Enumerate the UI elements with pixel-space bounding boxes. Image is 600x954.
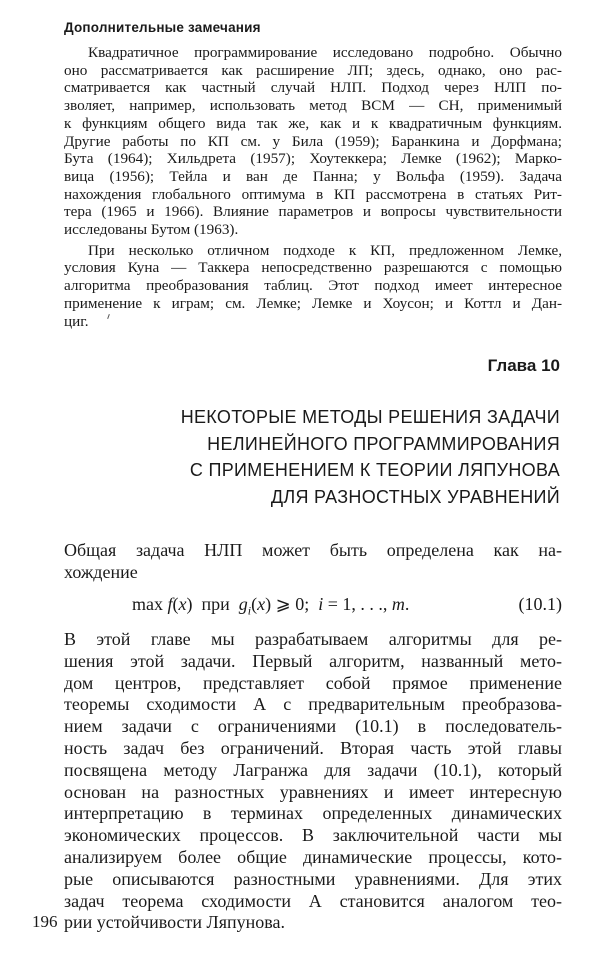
notes-line: применение к играм; см. Лемке; Лемке и Хоусон; и Коттл и Дан- [64,294,562,312]
paragraph-line: теоремы сходимости А с предварительным преобразова- [64,694,562,715]
chapter-title-line: НЕЛИНЕЙНОГО ПРОГРАММИРОВАНИЯ [207,433,560,454]
chapter-title-line: НЕКОТОРЫЕ МЕТОДЫ РЕШЕНИЯ ЗАДАЧИ [180,407,560,427]
notes-line: При несколько отличном подходе к КП, предложенном Лемке, [88,241,562,259]
notes-line: условия Куна — Таккера непосредственно разрешаются с помощью [64,259,562,277]
notes-line: циг. [64,312,89,330]
chapter-title-line: ДЛЯ РАЗНОСТНЫХ УРАВНЕНИЙ [270,486,560,507]
paragraph-line: ность задач без ограничений. Вторая часть этой главы [64,737,562,758]
notes-line: сматривается как частный случай НЛП. Подход через НЛП по- [64,79,562,97]
notes-line: Другие работы по КП см. у Била (1959); Баранкина и Дорфмана; [64,132,562,150]
notes-line: исследованы Бутом (1963). [64,221,239,239]
notes-heading: Дополнительные замечания [64,20,261,35]
notes-line: к функциям общего вида так же, как и к квадратичным функциям. [64,114,562,132]
paragraph-line: рые описываются разностными уравнениями. Для этих [64,868,562,889]
notes-line: алгоритма преобразования таблиц. Этот подход имеет интересное [64,277,562,295]
notes-line: Бута (1964); Хильдрета (1957); Хоутеккера; Лемке (1962); Марко- [64,150,562,168]
main-paragraph [64,629,562,934]
paragraph-line: рии устойчивости Ляпунова. [64,912,286,933]
intro-text [64,540,562,584]
paragraph-line: В этой главе мы разрабатываем алгоритмы для ре- [64,629,562,649]
paragraph-line: шения этой задачи. Первый алгоритм, названный мето- [64,650,562,671]
chapter-title-line: С ПРИМЕНЕНИЕМ К ТЕОРИИ ЛЯПУНОВА [189,460,560,480]
paragraph-line: посвящена методу Лагранжа для задачи (10.1), который [64,759,562,780]
notes-paragraph-2-lines [64,242,562,331]
formula-10-1 [64,594,562,620]
notes-line: нахождения глобального оптимума в КП рассмотрена в статьях Рит- [64,185,562,203]
notes-line: тера (1965 и 1966). Влияние параметров и вопросы чувствительности [64,203,562,221]
paragraph-line: интерпретацию в терминах определенных динамических [64,803,562,824]
chapter-label: Глава 10 [487,356,560,375]
intro-line: Общая задача НЛП может быть определена как на- [64,540,562,560]
formula-expression: max f(x) при $g_i(x)$ ⩾ 0; i = 1, . . ., m. [132,594,410,618]
paragraph-line: анализируем более общие динамические процессы, кото- [64,846,562,867]
page-number: 196 [32,912,58,931]
notes-line: вица (1956); Тейла и ван де Панна; у Вольфа (1959). Задача [64,167,562,185]
notes-section [64,44,562,330]
paragraph-line: экономических процессов. В заключительной части мы [64,825,562,846]
notes-line: зволяет, например, использовать метод ВСМ — СН, применимый [64,97,562,115]
paragraph-line: дом центров, представляет собой прямое применение [64,672,562,693]
notes-paragraph-1-lines [64,44,562,239]
chapter-title [80,404,560,510]
paragraph-line: основан на разностных уравнениях и имеет интересную [64,781,562,802]
notes-line: Квадратичное программирование исследовано подробно. Обычно [88,44,562,61]
paragraph-line: нием задачи с ограничениями (10.1) в последователь- [64,716,562,737]
paragraph-line: задач теорема сходимости А становится аналогом тео- [64,890,562,911]
formula-number: (10.1) [518,594,562,614]
intro-line: хождение [64,561,138,582]
notes-line: оно рассматривается как расширение ЛП; здесь, однако, оно рас- [64,61,562,79]
